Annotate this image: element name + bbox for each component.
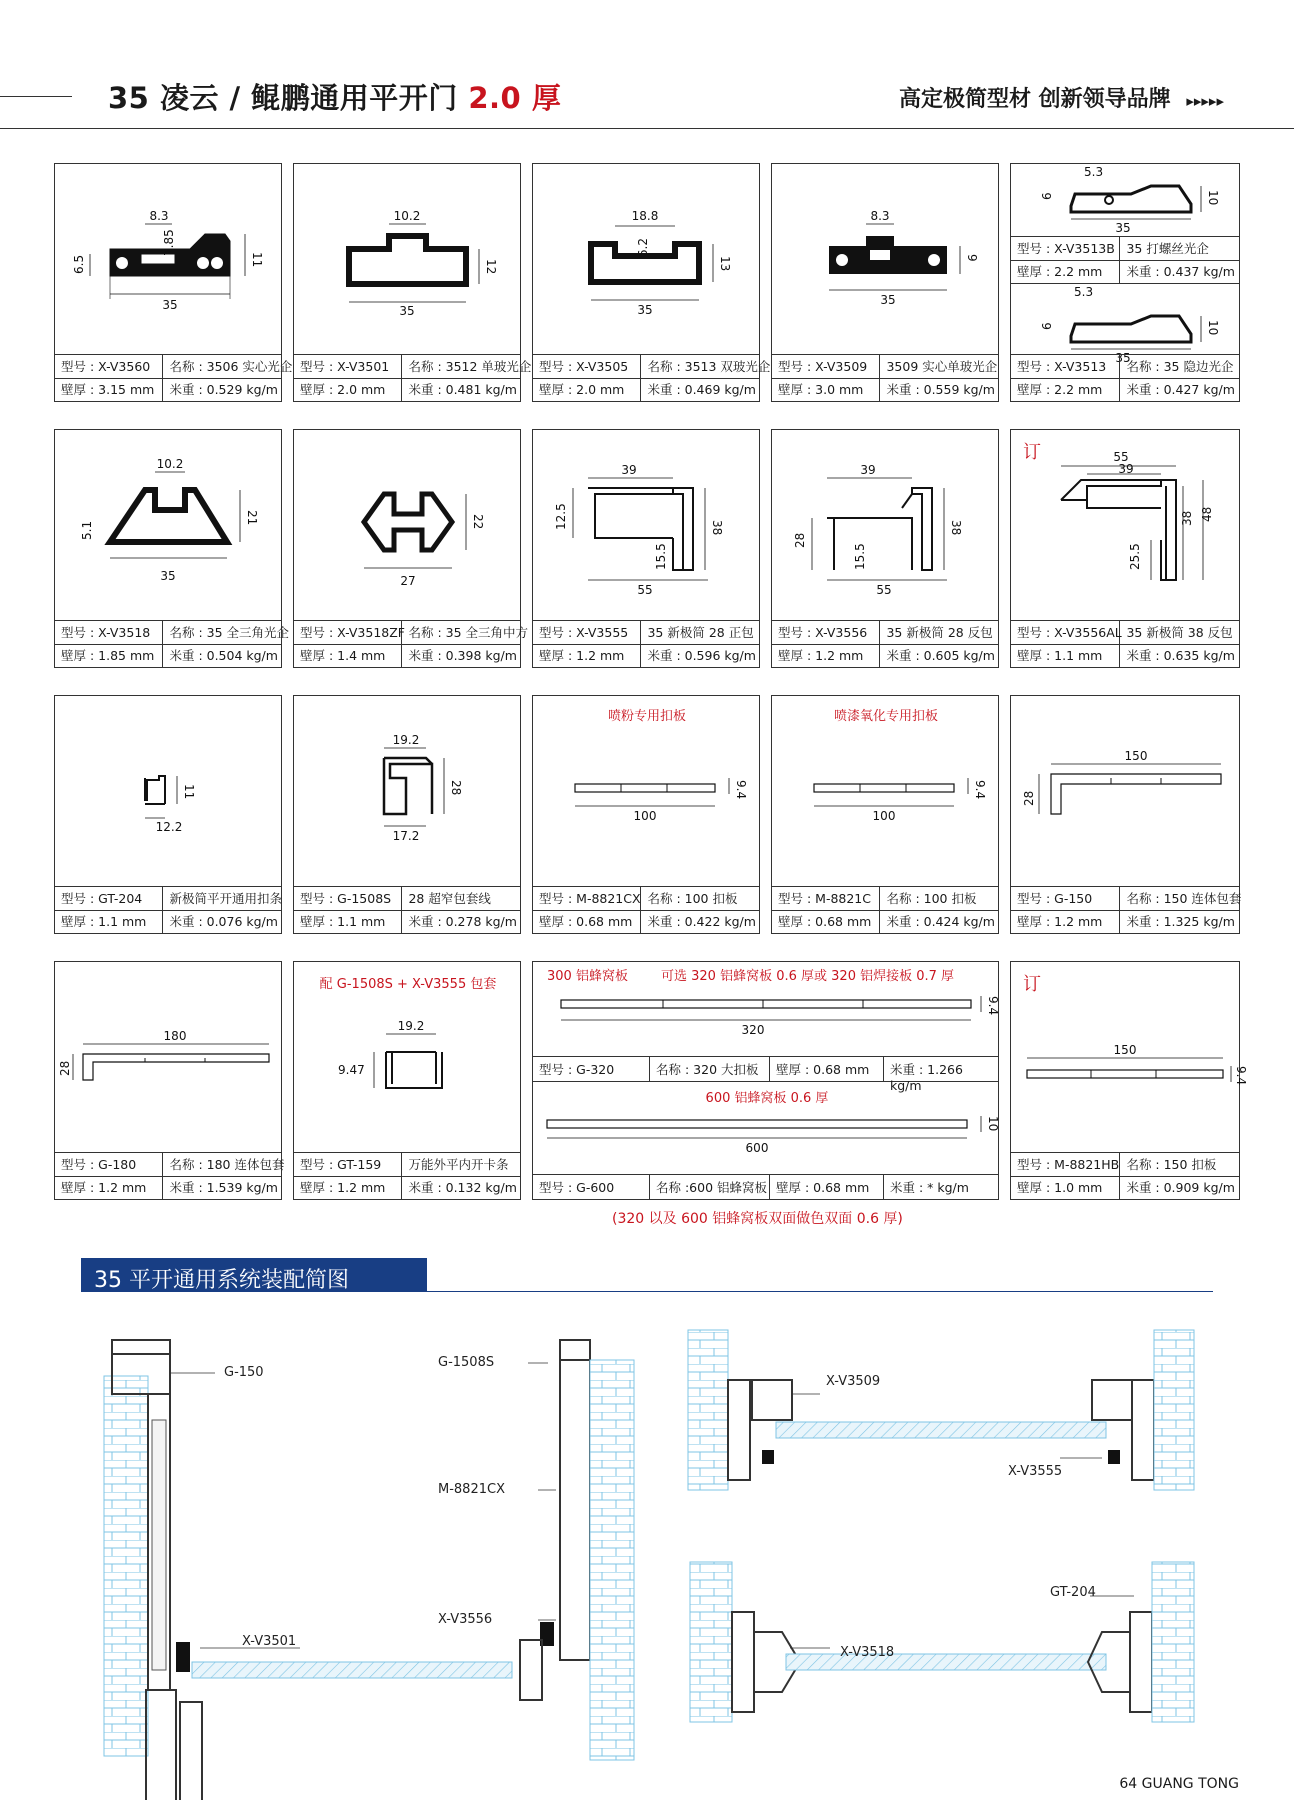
model-no: 型号 : X-V3556 [772, 621, 880, 644]
dim-inner: 6.2 [636, 238, 650, 258]
profile-card-gt-159 [293, 961, 521, 1200]
spec-table [294, 1152, 520, 1199]
wall-thickness: 壁厚 : 0.68 mm [533, 910, 641, 933]
dim-right: 10 [986, 1116, 1000, 1132]
caption: 600 铝蜂窝板 0.6 厚 [705, 1091, 829, 1106]
profile-card-x-v3505 [532, 163, 771, 402]
unit-weight: 米重 : 0.596 kg/m [647, 648, 756, 663]
unit-weight: 米重 : 1.266 kg/m [883, 1057, 998, 1081]
unit-weight: 米重 : 0.529 kg/m [169, 382, 278, 397]
dim-right: 13 [718, 256, 732, 272]
profile-drawing [772, 696, 1000, 889]
caption-a: 300 铝蜂窝板 [547, 969, 628, 984]
profile-card-x-v3556al [1010, 429, 1240, 668]
profile-drawing [1011, 696, 1241, 889]
profile-name: 35 新极简 38 反包 [1126, 625, 1233, 640]
dim-top: 39 [621, 463, 637, 477]
label-g-150: G-150 [224, 1365, 264, 1380]
wall-thickness: 壁厚 : 0.68 mm [769, 1175, 869, 1199]
unit-weight: 米重 : 0.424 kg/m [886, 914, 995, 929]
wall-thickness: 壁厚 : 1.2 mm [772, 644, 880, 667]
dim-top: 39 [860, 463, 876, 477]
section-title: 35 平开通用系统装配简图 [94, 1268, 349, 1293]
slogan [899, 82, 1224, 113]
dim-bottom: 55 [876, 583, 892, 597]
dim-bottom: 100 [633, 809, 657, 823]
model-no: 型号 : X-V3555 [533, 621, 641, 644]
spec-table-b [1011, 354, 1239, 401]
unit-weight: 米重 : 0.605 kg/m [886, 648, 995, 663]
profile-drawing [55, 962, 283, 1155]
wall-thickness: 壁厚 : 1.2 mm [533, 644, 641, 667]
dim-left: 6 [1040, 322, 1054, 330]
dim-bottom: 35 [1115, 221, 1131, 235]
dim-top: 19.2 [397, 1019, 425, 1033]
dim-bottom: 35 [160, 569, 176, 583]
model-no: 型号 : GT-159 [294, 1153, 402, 1176]
model-no: 型号 : M-8821C [772, 887, 880, 910]
unit-weight: 米重 : * kg/m [883, 1175, 969, 1199]
dim-right: 38 [949, 520, 963, 536]
dim-right-outer: 48 [1200, 506, 1214, 522]
profile-drawing [533, 164, 761, 357]
unit-weight: 米重 : 0.909 kg/m [1126, 1180, 1235, 1195]
wall-left-top [688, 1330, 728, 1490]
dim-bottom: 17.2 [392, 829, 420, 843]
wall-thickness: 壁厚 : 1.2 mm [1011, 910, 1120, 933]
wall-thickness: 壁厚 : 0.68 mm [772, 910, 880, 933]
section-rule [81, 1291, 1213, 1292]
unit-weight: 米重 : 1.539 kg/m [169, 1180, 278, 1195]
dim-bottom: 12.2 [155, 820, 183, 834]
profile-name: 名称 : 35 隐边光企 [1126, 359, 1234, 374]
wall-right-top [1154, 1330, 1194, 1490]
title-main: 35 凌云 / 鲲鹏通用平开门 [108, 81, 458, 115]
profile-name: 万能外平内开卡条 [408, 1157, 509, 1172]
dim-top-outer: 55 [1113, 450, 1129, 464]
dim-left: 28 [58, 1060, 72, 1076]
spec-table [55, 354, 293, 401]
profile-card-m-8821cx [532, 695, 760, 934]
profile-drawing [772, 430, 1000, 623]
profile-name: 名称 : 35 全三角光企 [169, 625, 290, 640]
unit-weight: 米重 : 0.076 kg/m [169, 914, 278, 929]
dim-right: 9.4 [986, 996, 1000, 1016]
spec-row-g-600 [533, 1174, 998, 1199]
model-no: 型号 : G-600 [539, 1180, 615, 1195]
spec-table [533, 354, 771, 401]
profile-drawing [294, 430, 522, 623]
model-no: 型号 : X-V3501 [294, 355, 402, 378]
label-g-1508s: G-1508S [438, 1355, 495, 1370]
dim-right: 9.4 [1234, 1066, 1248, 1086]
custom-order-mark: 订 [1023, 442, 1041, 463]
wall-thickness: 壁厚 : 0.68 mm [769, 1057, 869, 1081]
model-no: 型号 : X-V3560 [55, 355, 163, 378]
dim-top: 150 [1113, 1043, 1137, 1057]
model-no: 型号 : GT-204 [55, 887, 163, 910]
caption: 配 G-1508S + X-V3555 包套 [319, 977, 497, 992]
dim-right: 28 [449, 780, 463, 796]
profile-drawing [55, 430, 283, 623]
model-no: 型号 : X-V3513B [1011, 237, 1120, 260]
spec-table [772, 886, 998, 933]
profile-name: 名称 : 320 大扣板 [649, 1057, 759, 1081]
spec-table [1011, 1152, 1239, 1199]
unit-weight: 米重 : 0.559 kg/m [886, 382, 995, 397]
dim-bottom: 35 [1115, 351, 1131, 365]
header-rule [0, 128, 1294, 129]
header-lead-line [0, 96, 72, 97]
label-x-v3501: X-V3501 [242, 1634, 297, 1649]
dim-right: 22 [471, 514, 485, 530]
dim-right: 11 [182, 784, 196, 800]
glass-panel-left [192, 1662, 512, 1678]
glass-panel-bottom [786, 1654, 1106, 1670]
custom-order-mark: 订 [1023, 974, 1041, 995]
dim-left: 28 [1022, 790, 1036, 806]
dim-right: 9.4 [734, 780, 748, 800]
profile-name: 名称 : 35 全三角中方 [408, 625, 529, 640]
spec-table [772, 620, 998, 667]
model-no: 型号 : G-320 [539, 1062, 615, 1077]
wall-thickness: 壁厚 : 1.1 mm [55, 910, 163, 933]
label-x-v3556: X-V3556 [438, 1612, 493, 1627]
profile-card-g-150 [1010, 695, 1240, 934]
label-gt-204: GT-204 [1050, 1585, 1096, 1600]
dim-top: 10.2 [393, 209, 421, 223]
dim-left: 28 [793, 532, 807, 548]
profile-drawing [1011, 430, 1241, 623]
wall-left [104, 1376, 148, 1756]
spec-table [55, 886, 281, 933]
dim-top: 8.3 [149, 209, 169, 223]
model-no: 型号 : G-180 [55, 1153, 163, 1176]
label-x-v3509: X-V3509 [826, 1374, 881, 1389]
profile-drawing [55, 164, 283, 357]
profile-card-x-v3509 [771, 163, 999, 402]
dim-right: 38 [710, 520, 724, 536]
spec-table-a [1011, 236, 1239, 283]
profile-card-m-8821hb [1010, 961, 1248, 1200]
wall-thickness: 壁厚 : 3.15 mm [55, 378, 163, 401]
profile-drawing [533, 430, 761, 623]
unit-weight: 米重 : 0.422 kg/m [647, 914, 756, 929]
page-title [108, 76, 561, 117]
wall-thickness: 壁厚 : 1.85 mm [55, 644, 163, 667]
profile-drawing [772, 164, 1000, 357]
dim-top: 18.8 [631, 209, 659, 223]
dim-bottom: 55 [637, 583, 653, 597]
profile-name: 名称 : 180 连体包套 [169, 1157, 285, 1172]
dim-inner: 7.85 [162, 229, 176, 256]
profile-name: 名称 :600 铝蜂窝板 [649, 1175, 767, 1199]
wall-thickness: 壁厚 : 1.0 mm [1011, 1176, 1120, 1199]
dim-right: 9 [965, 254, 979, 262]
dim-right-inner: 38 [1180, 510, 1194, 526]
wall-right [590, 1360, 634, 1760]
profile-drawing [294, 164, 522, 357]
label-x-v3518: X-V3518 [840, 1645, 895, 1660]
profile-name: 名称 : 150 连体包套 [1126, 891, 1242, 906]
dim-top: 5.3 [1084, 165, 1104, 179]
spec-row-g-320 [533, 1056, 998, 1093]
profile-name: 名称 : 100 扣板 [647, 891, 738, 906]
profile-name: 3509 实心单玻光企 [886, 359, 998, 374]
model-no: 型号 : M-8821CX [533, 887, 641, 910]
dim-top: 8.3 [870, 209, 890, 223]
spec-table [55, 620, 290, 667]
profile-card-gt-204 [54, 695, 282, 934]
wall-thickness: 壁厚 : 1.4 mm [294, 644, 402, 667]
dim-inner: 15.5 [853, 543, 867, 570]
unit-weight: 米重 : 0.481 kg/m [408, 382, 517, 397]
spec-table [294, 354, 532, 401]
model-no: 型号 : X-V3509 [772, 355, 880, 378]
model-no: 型号 : G-1508S [294, 887, 402, 910]
model-no: 型号 : X-V3505 [533, 355, 641, 378]
profile-drawing [1011, 962, 1248, 1155]
dim-bottom: 100 [872, 809, 896, 823]
caption-b: 可选 320 铝蜂窝板 0.6 厚或 320 铝焊接板 0.7 厚 [661, 969, 955, 984]
model-no: 型号 : X-V3556AL [1011, 621, 1120, 644]
wall-thickness: 壁厚 : 3.0 mm [772, 378, 880, 401]
profile-card-x-v3518 [54, 429, 290, 668]
arrow-icon: ▸▸▸▸▸ [1186, 92, 1224, 110]
wall-thickness: 壁厚 : 2.2 mm [1011, 260, 1120, 283]
dim-left: 5.1 [80, 520, 94, 540]
spec-table [294, 620, 529, 667]
glass-panel-top [776, 1422, 1106, 1438]
dim-top: 19.2 [392, 733, 420, 747]
model-no: 型号 : M-8821HB [1011, 1153, 1120, 1176]
dim-left: 9.47 [338, 1063, 365, 1077]
caption: 喷粉专用扣板 [607, 709, 687, 724]
spec-table [294, 886, 520, 933]
model-no: 型号 : X-V3513 [1011, 355, 1120, 378]
profile-card-m-8821c [771, 695, 999, 934]
dim-right: 12 [484, 259, 498, 275]
profile-name: 35 新极简 28 正包 [647, 625, 754, 640]
profile-drawing [533, 696, 761, 889]
profile-name: 名称 : 3513 双玻光企 [647, 359, 771, 374]
spec-table [533, 620, 759, 667]
spec-table [772, 354, 998, 401]
dim-left: 12.5 [554, 503, 568, 530]
dim-top: 180 [163, 1029, 187, 1043]
wall-thickness: 壁厚 : 2.0 mm [294, 378, 402, 401]
wall-thickness: 壁厚 : 1.2 mm [294, 1176, 402, 1199]
unit-weight: 米重 : 0.469 kg/m [647, 382, 756, 397]
dim-top: 150 [1124, 749, 1148, 763]
wall-thickness: 壁厚 : 1.1 mm [294, 910, 402, 933]
profile-drawing [55, 696, 283, 889]
title-accent: 2.0 厚 [468, 81, 562, 115]
profile-drawing [294, 962, 522, 1155]
profile-card-g-320-g-600 [532, 961, 999, 1200]
dim-left: 6.5 [72, 254, 86, 274]
profile-card-x-v3560 [54, 163, 293, 402]
profile-card-g-1508s [293, 695, 521, 934]
wall-thickness: 壁厚 : 1.2 mm [55, 1176, 163, 1199]
profile-card-x-v3556 [771, 429, 999, 668]
unit-weight: 米重 : 0.504 kg/m [169, 648, 278, 663]
dim-bottom: 35 [880, 293, 896, 307]
spec-table [1011, 886, 1242, 933]
spec-table [55, 1152, 285, 1199]
profile-name: 名称 : 3506 实心光企 [169, 359, 293, 374]
dim-bottom: 320 [741, 1023, 765, 1037]
profile-name: 28 超窄包套线 [408, 891, 491, 906]
page-footer: 64 GUANG TONG [1119, 1776, 1239, 1792]
dim-right: 9.4 [973, 780, 987, 800]
dim-right: 11 [250, 252, 264, 268]
dim-bottom: 600 [745, 1141, 769, 1155]
profile-card-g-180 [54, 961, 285, 1200]
dim-inner: 25.5 [1128, 543, 1142, 570]
profile-name: 新极简平开通用扣条 [169, 891, 282, 906]
model-no: 型号 : G-150 [1011, 887, 1120, 910]
honeycomb-note: (320 以及 600 铝蜂窝板双面做色双面 0.6 厚) [612, 1211, 903, 1227]
unit-weight: 米重 : 0.398 kg/m [408, 648, 517, 663]
profile-card-x-v3518zf [293, 429, 529, 668]
profile-card-x-v3555 [532, 429, 760, 668]
dim-right: 21 [245, 510, 259, 526]
dim-right: 10 [1206, 320, 1220, 336]
profile-name: 35 打螺丝光企 [1126, 241, 1209, 256]
wall-thickness: 壁厚 : 1.1 mm [1011, 644, 1120, 667]
dim-top: 10.2 [156, 457, 184, 471]
wall-thickness: 壁厚 : 2.0 mm [533, 378, 641, 401]
profile-card-x-v3501 [293, 163, 532, 402]
label-m-8821cx: M-8821CX [438, 1482, 505, 1497]
wall-thickness: 壁厚 : 2.2 mm [1011, 378, 1120, 401]
spec-table [1011, 620, 1239, 667]
dim-bottom: 35 [162, 298, 178, 312]
model-no: 型号 : X-V3518ZF [294, 621, 402, 644]
slogan-text: 高定极简型材 创新领导品牌 [899, 87, 1171, 112]
wall-right-bottom [1152, 1562, 1194, 1722]
dim-left: 6 [1040, 192, 1054, 200]
dim-top: 5.3 [1074, 285, 1094, 299]
unit-weight: 米重 : 0.437 kg/m [1126, 264, 1235, 279]
dim-bottom: 35 [399, 304, 415, 318]
dim-top-inner: 39 [1118, 462, 1134, 476]
dim-bottom: 35 [637, 303, 653, 317]
profile-name: 名称 : 150 扣板 [1126, 1157, 1217, 1172]
wall-left-bottom [690, 1562, 732, 1722]
unit-weight: 米重 : 0.132 kg/m [408, 1180, 517, 1195]
model-no: 型号 : X-V3518 [55, 621, 163, 644]
spec-table [533, 886, 759, 933]
unit-weight: 米重 : 0.427 kg/m [1126, 382, 1235, 397]
profile-drawing [294, 696, 522, 889]
unit-weight: 米重 : 0.635 kg/m [1126, 648, 1235, 663]
dim-inner: 15.5 [654, 543, 668, 570]
profile-name: 35 新极简 28 反包 [886, 625, 993, 640]
caption: 喷漆氧化专用扣板 [833, 709, 939, 724]
unit-weight: 米重 : 0.278 kg/m [408, 914, 517, 929]
profile-name: 名称 : 100 扣板 [886, 891, 977, 906]
profile-card-x-v3513-pair [1010, 163, 1240, 402]
dim-bottom: 27 [400, 574, 416, 588]
unit-weight: 米重 : 1.325 kg/m [1126, 914, 1235, 929]
assembly-diagram [0, 1300, 1294, 1780]
label-x-v3555: X-V3555 [1008, 1464, 1063, 1479]
profile-name: 名称 : 3512 单玻光企 [408, 359, 532, 374]
dim-right: 10 [1206, 190, 1220, 206]
